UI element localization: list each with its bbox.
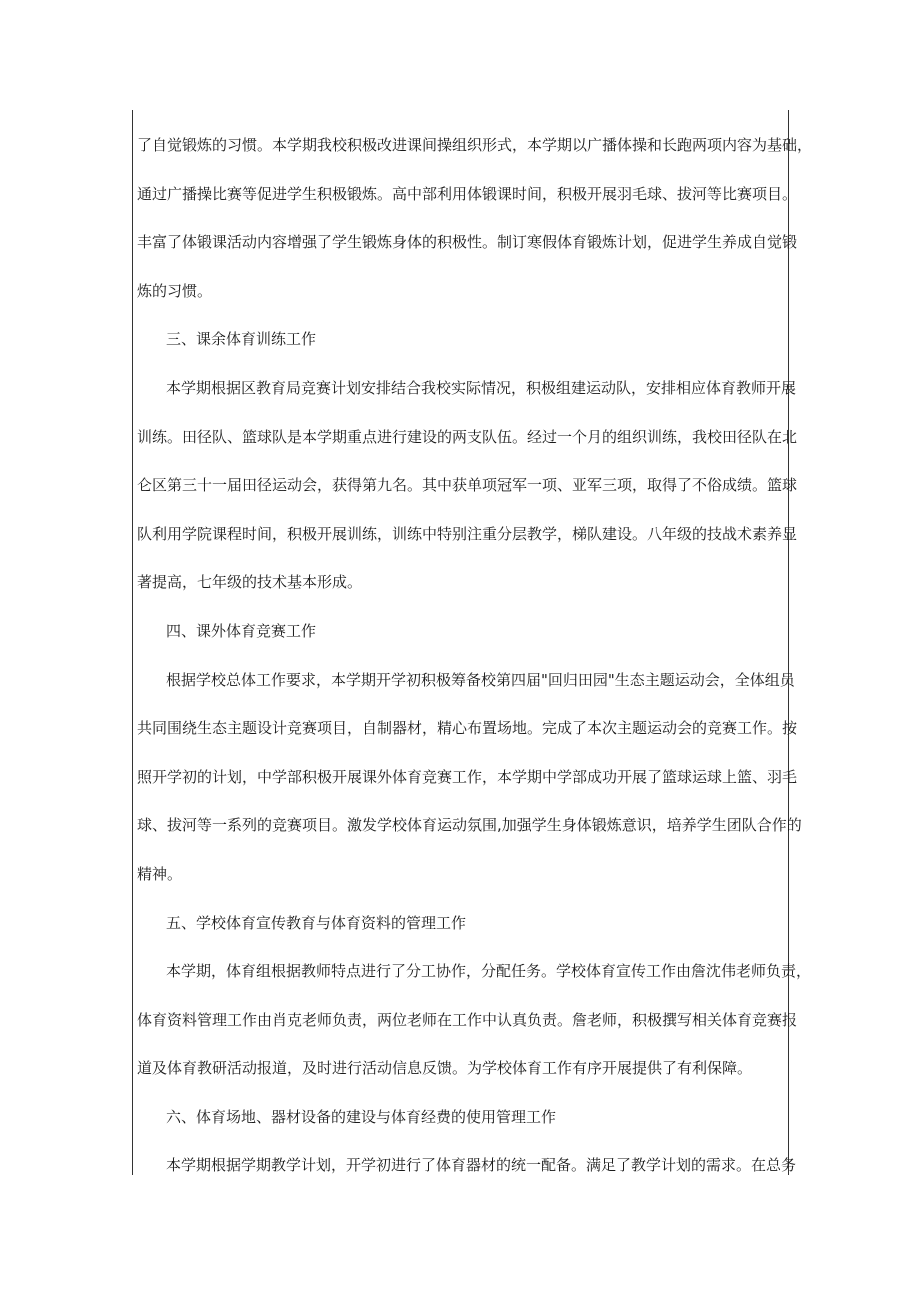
paragraph-line: 本学期根据学期教学计划，开学初进行了体育器材的统一配备。满足了教学计划的需求。在总务 <box>166 1156 797 1175</box>
section-heading: 四、课外体育竞赛工作 <box>166 621 317 640</box>
paragraph-line: 著提高，七年级的技术基本形成。 <box>137 573 363 592</box>
paragraph-line: 了自觉锻炼的习惯。本学期我校积极改进课间操组织形式，本学期以广播体操和长跑两项内容为基础， <box>137 136 813 154</box>
section-heading: 三、课余体育训练工作 <box>166 330 317 349</box>
section-heading: 五、学校体育宣传教育与体育资料的管理工作 <box>166 913 467 932</box>
paragraph-line: 丰富了体锻课活动内容增强了学生锻炼身体的积极性。制订寒假体育锻炼计划，促进学生养成自觉锻 <box>137 233 798 252</box>
paragraph-line: 共同围绕生态主题设计竞赛项目，自制器材，精心布置场地。完成了本次主题运动会的竞赛工作。按 <box>137 719 798 738</box>
paragraph-line: 精神。 <box>137 864 183 883</box>
page-border-left <box>132 110 133 1175</box>
paragraph-line: 队利用学院课程时间，积极开展训练，训练中特别注重分层教学，梯队建设。八年级的技战术素养显 <box>137 524 798 543</box>
paragraph-line: 根据学校总体工作要求，本学期开学初积极筹备校第四届"回归田园"生态主题运动会，全体组员 <box>166 670 795 689</box>
section-heading: 六、体育场地、器材设备的建设与体育经费的使用管理工作 <box>166 1107 557 1126</box>
document-body <box>137 126 813 1195</box>
paragraph-line: 照开学初的计划，中学部积极开展课外体育竞赛工作，本学期中学部成功开展了篮球运球上篮、羽毛 <box>137 767 798 786</box>
paragraph-line: 体育资料管理工作由肖克老师负责，两位老师在工作中认真负责。詹老师，积极撰写相关体育竞赛报 <box>137 1010 798 1029</box>
paragraph-line: 球、拔河等一系列的竞赛项目。激发学校体育运动氛围,加强学生身体锻炼意识，培养学生团队合作的 <box>137 816 802 835</box>
paragraph-line: 本学期根据区教育局竞赛计划安排结合我校实际情况，积极组建运动队，安排相应体育教师开展 <box>166 378 797 397</box>
paragraph-line: 通过广播操比赛等促进学生积极锻炼。高中部利用体锻课时间，积极开展羽毛球、拔河等比赛项目。 <box>137 184 798 203</box>
paragraph-line: 仑区第三十一届田径运动会，获得第九名。其中获单项冠军一项、亚军三项，取得了不俗成绩。篮球 <box>137 476 798 495</box>
paragraph-line: 道及体育教研活动报道，及时进行活动信息反馈。为学校体育工作有序开展提供了有利保障。 <box>137 1059 753 1078</box>
paragraph-line: 训练。田径队、篮球队是本学期重点进行建设的两支队伍。经过一个月的组织训练，我校田径队在北 <box>137 427 798 446</box>
paragraph-line: 本学期，体育组根据教师特点进行了分工协作，分配任务。学校体育宣传工作由詹沈伟老师负责， <box>166 962 812 981</box>
paragraph-line: 炼的习惯。 <box>137 281 213 300</box>
